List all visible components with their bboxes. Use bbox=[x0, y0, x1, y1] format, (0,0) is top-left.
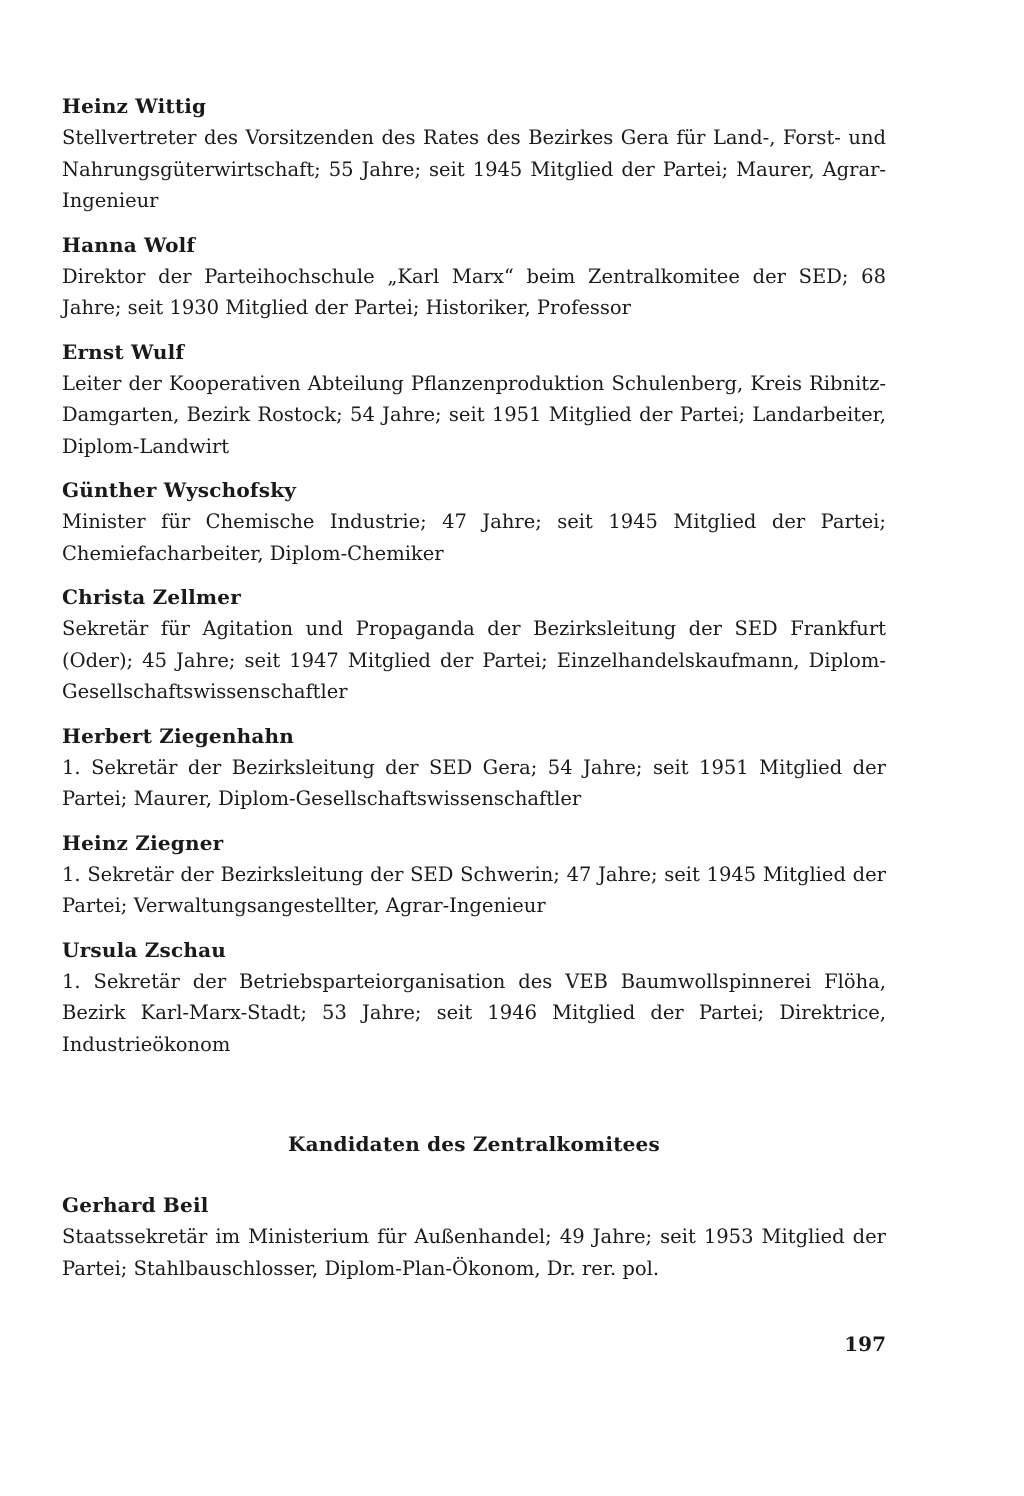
member-entry bbox=[62, 231, 886, 324]
member-description: Leiter der Kooperativen Abteilung Pflanzenproduktion Schulenberg, Kreis Ribnitz-Damgarten, Bezirk Rostock; 54 Jahre; seit 1951 Mitglied der Partei; Landarbeiter, Diplom-Landwirt bbox=[62, 371, 886, 458]
member-name: Hanna Wolf bbox=[62, 232, 196, 257]
member-name: Heinz Wittig bbox=[62, 94, 207, 118]
member-entry bbox=[62, 476, 886, 569]
member-description: Sekretär für Agitation und Propaganda der Bezirksleitung der SED Frankfurt (Oder); 45 Jahre; seit 1947 Mitglied der Partei; Einzelhandelskaufmann, Diplom-Gesellschaftswissenschaftler bbox=[62, 617, 886, 703]
member-name: Herbert Ziegenhahn bbox=[62, 723, 294, 748]
member-entry bbox=[62, 583, 886, 708]
member-entry bbox=[62, 829, 886, 922]
candidate-entry bbox=[62, 1191, 886, 1284]
page-number: 197 bbox=[844, 1332, 886, 1356]
member-description: 1. Sekretär der Betriebsparteiorganisation des VEB Baumwollspinnerei Flöha, Bezirk Karl-Marx-Stadt; 53 Jahre; seit 1946 Mitglied der Partei; Direktrice, Industrieökonom bbox=[62, 969, 886, 1056]
member-name: Ursula Zschau bbox=[62, 937, 226, 962]
section-heading: Kandidaten des Zentralkomitees bbox=[288, 1132, 660, 1156]
member-description: Minister für Chemische Industrie; 47 Jahre; seit 1945 Mitglied der Partei; Chemiefacharbeiter, Diplom-Chemiker bbox=[62, 510, 886, 565]
member-description: Direktor der Parteihochschule „Karl Marx“ beim Zentralkomitee der SED; 68 Jahre; seit 1930 Mitglied der Partei; Historiker, Professor bbox=[62, 264, 886, 319]
member-name: Günther Wyschofsky bbox=[62, 478, 297, 502]
member-description: 1. Sekretär der Bezirksleitung der SED Gera; 54 Jahre; seit 1951 Mitglied der Partei; Maurer, Diplom-Gesellschaftswissenschaftler bbox=[62, 755, 886, 810]
candidate-description: Staatssekretär im Ministerium für Außenhandel; 49 Jahre; seit 1953 Mitglied der Partei; Stahlbauschlosser, Diplom-Plan-Ökonom, Dr. rer. pol. bbox=[62, 1225, 886, 1280]
member-entry bbox=[62, 936, 886, 1061]
candidate-name: Gerhard Beil bbox=[62, 1193, 209, 1217]
member-entry bbox=[62, 338, 886, 463]
member-name: Christa Zellmer bbox=[62, 585, 241, 609]
member-description: Stellvertreter des Vorsitzenden des Rates des Bezirkes Gera für Land-, Forst- und Nahrungsgüterwirtschaft; 55 Jahre; seit 1945 Mitglied der Partei; Maurer, Agrar-Ingenieur bbox=[62, 126, 886, 212]
member-entry bbox=[62, 722, 886, 815]
document-page bbox=[62, 92, 886, 1298]
member-name: Heinz Ziegner bbox=[62, 830, 224, 855]
member-description: 1. Sekretär der Bezirksleitung der SED Schwerin; 47 Jahre; seit 1945 Mitglied der Partei; Verwaltungsangestellter, Agrar-Ingenieur bbox=[62, 862, 886, 917]
member-entry bbox=[62, 92, 886, 217]
member-name: Ernst Wulf bbox=[62, 339, 185, 364]
